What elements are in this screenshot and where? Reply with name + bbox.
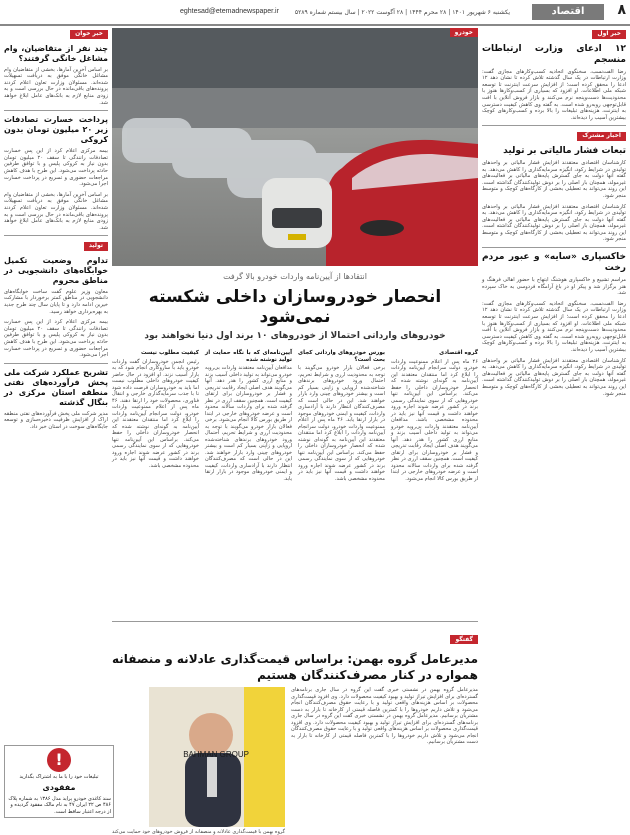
divider (482, 125, 626, 126)
portrait-block (112, 687, 285, 835)
story-body: کارشناسان اقتصادی معتقدند افزایش فشار مالیاتی بر واحدهای تولیدی در شرایط رکود، انگیزه سرمایه‌گذاری را کاهش می‌دهد. به گفته آنها دولت به جای گسترش پایه‌های مالیاتی بر فعالیت‌های غیرمولد، همچنان بار اصلی را بر دوش تولیدکنندگان گذاشته است. این روند می‌تواند به تعطیلی بخشی از کارگاه‌های کوچک و متوسط منجر شود. (482, 159, 626, 199)
lost-notice (4, 745, 114, 818)
main-column (112, 28, 479, 835)
lost-title: مفقودی (42, 782, 76, 792)
story-title: تبعات فشار مالیاتی بر تولید (503, 145, 626, 156)
parked-cars-image (112, 28, 478, 266)
dateline: یکشنبه ۶ شهریور ۱۴۰۱ | ۲۸ محرم ۱۴۴۴ | ۲۸ آگوست ۲۰۲۲ | سال بیستم شماره ۵۲۸۹ (294, 9, 510, 16)
story-body: بر اساس آخرین آمارها، بخشی از متقاضیان وام مشاغل خانگی موفق به دریافت تسهیلات شده‌اند. مسئولان وزارت تعاون اعلام کردند پرونده‌های باقی‌مانده در حال بررسی است و به زودی منابع لازم به بانک‌های عامل ابلاغ خواهد شد. (4, 191, 108, 231)
divider (4, 235, 108, 236)
main-headline: انحصار خودروسازان داخلی شکسته نمی‌شود (148, 287, 442, 327)
story-body: معاون وزیر علوم گفت ساخت خوابگاه‌های دانشجویی در مناطق کمتر برخوردار با مشارکت خیرین ادامه دارد و تا پایان سال چند طرح جدید به بهره‌برداری خواهد رسید. (4, 288, 108, 315)
lost-text: سند کاغذی خودرو پراید مدل ۱۳۸۶ به شماره پلاک ۴۸۶ ص ۲۲ ایران ۴۷ به نام مالک مفقود گردیده و از درجه اعتبار ساقط است. (8, 795, 111, 815)
interview-headline: مدیرعامل گروه بهمن: براساس قیمت‌گذاری عادلانه و منصفانه همواره در کنار مصرف‌کنندگان هستیم (112, 652, 478, 682)
website-link[interactable]: eghtesad@etemadnewspaper.ir (180, 8, 279, 15)
col-subhead: آیین‌نامه‌ای که با نگاه حمایت از تولید نوشته شده (205, 350, 292, 363)
divider (482, 247, 626, 248)
interview-kicker: گفتگو (450, 635, 478, 644)
col-text: برخی فعالان بازار خودرو می‌گویند با توجه به محدودیت ارزی و شرایط تحریم، احتمال ورود خودروهای برندهای شناخته‌شده اروپایی و ژاپنی بسیار کم است و بیشتر خودروهای چینی وارد بازار خواهند شد. این در حالی است که مصرف‌کنندگان انتظار دارند با آزادسازی واردات، کیفیت و ایمنی خودروهای موجود در بازار ارتقا یابد. (298, 365, 385, 423)
col-text: برخی فعالان بازار خودرو می‌گویند با توجه به محدودیت ارزی و شرایط تحریم، احتمال ورود خودروهای برندهای شناخته‌شده اروپایی و ژاپنی بسیار کم است و بیشتر خودروهای چینی وارد بازار خواهند شد. این در حالی است که مصرف‌کنندگان انتظار دارند با آزادسازی واردات، کیفیت و ایمنی خودروهای موجود در بازار ارتقا یابد. (205, 417, 292, 482)
story-body: رضا الفت‌نسب، سخنگوی اتحادیه کسب‌وکارهای مجازی گفت: وزارت ارتباطات در یک سال گذشته تلاش کرده تا نشان دهد ۱۲ ادعا را محقق کرده است؛ از افزایش سرعت اینترنت تا توسعه شبکه ملی اطلاعات. او افزود که بسیاری از کسب‌وکارها هنوز با محدودیت‌ها دست‌وپنجه نرم می‌کنند و بازار فروش آنلاین با افت قابل‌توجهی روبه‌رو شده است. به گفته وی کاهش کیفیت دسترسی به اینترنت، هزینه‌های تبلیغات را بالا برده و کسب‌وکارهای کوچک بیشترین آسیب را دیده‌اند. (482, 300, 626, 353)
story-body: بیمه مرکزی اعلام کرد از این پس خسارت تصادفات رانندگی تا سقف ۲۰ میلیون تومان بدون نیاز به کروکی پلیس و با توافق طرفین حادثه پرداخت می‌شود. این طرح با هدف کاهش مراجعات حضوری و تسریع در پرداخت خسارت اجرا می‌شود. (4, 148, 108, 188)
story-body: کارشناسان اقتصادی معتقدند افزایش فشار مالیاتی بر واحدهای تولیدی در شرایط رکود، انگیزه سرمایه‌گذاری را کاهش می‌دهد. به گفته آنها دولت به جای گسترش پایه‌های مالیاتی بر فعالیت‌های غیرمولد، همچنان بار اصلی را بر دوش تولیدکنندگان گذاشته است. این روند می‌تواند به تعطیلی بخشی از کارگاه‌های کوچک و متوسط منجر شود. (482, 203, 626, 243)
story-title: خاکسپاری «سایه» و عبور مردم رخت (482, 252, 626, 274)
photo-kicker: خودرو (450, 28, 478, 37)
ceo-portrait-image (149, 687, 285, 827)
story-body: بر اساس آخرین آمارها، بخشی از متقاضیان وام مشاغل خانگی موفق به دریافت تسهیلات شده‌اند. مسئولان وزارت تعاون اعلام کردند پرونده‌های باقی‌مانده در حال بررسی است و به زودی منابع لازم به بانک‌های عامل ابلاغ خواهد شد. (4, 66, 108, 106)
lead-line: خودروهای وارداتی احتمالا از خودروهای ۱۰ برند اول دنیا نخواهند بود (144, 331, 446, 341)
col-text: مدافعان آیین‌نامه معتقدند واردات بی‌رویه خودرو می‌تواند به تولید داخلی آسیب بزند و منابع ارزی کشور را هدر دهد. آنها می‌گویند هدف اصلی ایجاد رقابت تدریجی و فشار بر خودروسازان برای ارتقای کیفیت است. همچنین سقف ارزی در نظر گرفته شده برای واردات سالانه محدود است و عرضه خودروهای خارجی در ابتدا از طریق بورس کالا انجام می‌شود. (391, 417, 478, 482)
masthead-bar (0, 0, 630, 26)
kicker-right-2: اخبار مشترک (577, 132, 626, 141)
story-title: چند نفر از متقاضیان، وام مشاغل خانگی گرفتند؟ (4, 43, 108, 63)
story-title: تشریح عملکرد شرکت ملی پخش فرآورده‌های نفتی منطقه استان مرکزی در بنگال گذشته (4, 367, 108, 407)
divider (112, 621, 478, 622)
right-column (482, 28, 626, 818)
col-subhead: گروه اقتصادی (439, 350, 478, 356)
portrait-photo (149, 687, 285, 827)
col-text: رئیس انجمن خودروسازان گفت واردات خودرو باید با سازوکاری انجام شود که به بازار آسیب نزند. او افزود در حال حاضر کیفیت خودروهای داخلی مطلوب نیست اما باید به خودروسازان فرصت داده شود تا با جذب سرمایه‌گذاری خارجی و انتقال فناوری، محصولات خود را ارتقا دهند. (112, 358, 199, 404)
story-title: ۱۲ ادعای وزارت ارتباطات منسجم (482, 43, 626, 65)
col-text: ۴۶ ماه پس از اعلام ممنوعیت واردات خودرو، دولت سرانجام آیین‌نامه واردات را ابلاغ کرد اما منتقدان معتقدند این آیین‌نامه به گونه‌ای نوشته شده که انحصار خودروسازان داخلی را حفظ می‌کند. براساس این آیین‌نامه تنها خودروهایی که از سوی نمایندگی رسمی برند در کشور عرضه شوند اجازه ورود خواهند داشت و قیمت آنها نیز باید در محدوده مشخصی باشد. (391, 358, 478, 423)
portrait-caption: گروه بهمن با قیمت‌گذاری عادلانه و منصفانه از فروش خودروهای خود حمایت می‌کند (112, 829, 286, 835)
col-text: مدافعان آیین‌نامه معتقدند واردات بی‌رویه خودرو می‌تواند به تولید داخلی آسیب بزند و منابع ارزی کشور را هدر دهد. آنها می‌گویند هدف اصلی ایجاد رقابت تدریجی و فشار بر خودروسازان برای ارتقای کیفیت است. همچنین سقف ارزی در نظر گرفته شده برای واردات سالانه محدود است و عرضه خودروهای خارجی در ابتدا از طریق بورس کالا انجام می‌شود. (205, 365, 292, 423)
divider (4, 110, 108, 111)
article-columns (112, 347, 478, 617)
kicker-left-1: خبر خوان (70, 30, 108, 39)
story-title: پرداخت خسارت تصادفات زیر ۲۰ میلیون تومان بدون کروکی (4, 115, 108, 145)
sub-headline: انتقادها از آیین‌نامه واردات خودرو بالا گرفت (223, 272, 367, 281)
portrait-logo-text: BAHMAN GROUP (183, 750, 250, 759)
col-text: ۴۶ ماه پس از اعلام ممنوعیت واردات خودرو، دولت سرانجام آیین‌نامه واردات را ابلاغ کرد اما منتقدان معتقدند این آیین‌نامه به گونه‌ای نوشته شده که انحصار خودروسازان داخلی را حفظ می‌کند. براساس این آیین‌نامه تنها خودروهایی که از سوی نمایندگی رسمی برند در کشور عرضه شوند اجازه ورود خواهند داشت و قیمت آنها نیز باید در محدوده مشخصی باشد. (298, 417, 385, 482)
article-col-4 (112, 347, 199, 617)
story-body: رضا الفت‌نسب، سخنگوی اتحادیه کسب‌وکارهای مجازی گفت: وزارت ارتباطات در یک سال گذشته تلاش کرده تا نشان دهد ۱۲ ادعا را محقق کرده است؛ از افزایش سرعت اینترنت تا توسعه شبکه ملی اطلاعات. او افزود که بسیاری از کسب‌وکارها هنوز با محدودیت‌ها دست‌وپنجه نرم می‌کنند و بازار فروش آنلاین با افت قابل‌توجهی روبه‌رو شده است. به گفته وی کاهش کیفیت دسترسی به اینترنت، هزینه‌های تبلیغات را بالا برده و کسب‌وکارهای کوچک بیشترین آسیب را دیده‌اند. (482, 68, 626, 121)
interview-body: مدیرعامل گروه بهمن در نشستی خبری گفت این گروه در سال جاری برنامه‌های گسترده‌ای برای افزایش تیراژ تولید و بهبود کیفیت محصولات دارد. وی افزود قیمت‌گذاری محصولات بر اساس هزینه‌های واقعی تولید و با رعایت حقوق مصرف‌کنندگان انجام می‌شود و تلاش داریم خودروها را با کمترین فاصله قیمتی از کارخانه تا بازار به دست مشتریان برسانیم. (291, 713, 478, 745)
story-title: تداوم وضعیت تکمیل خوابگاه‌های دانشجویی در مناطق محروم (4, 255, 108, 285)
interview-block (112, 687, 478, 835)
col-subhead: کیفیت مطلوب نیست (141, 350, 199, 356)
section-label: اقتصاد (532, 4, 604, 20)
article-col-3 (205, 347, 292, 617)
col-subhead: بورس خودروهای وارداتی کجای بحث است؟ (298, 350, 385, 363)
cars-photo (112, 28, 478, 266)
exclamation-icon: ! (47, 748, 71, 772)
left-column (4, 28, 108, 818)
story-body: مراسم تشییع و خاکسپاری هوشنگ ابتهاج با حضور اهالی فرهنگ و هنر برگزار شد و پیکر او در باغ آرامگاه فردوسی به خاک سپرده شد. (482, 277, 626, 297)
interview-text (291, 687, 478, 835)
kicker-left-2: تولید (84, 242, 108, 251)
article-col-1 (391, 347, 478, 617)
story-body: بیمه مرکزی اعلام کرد از این پس خسارت تصادفات رانندگی تا سقف ۲۰ میلیون تومان بدون نیاز به کروکی پلیس و با توافق طرفین حادثه پرداخت می‌شود. این طرح با هدف کاهش مراجعات حضوری و تسریع در پرداخت خسارت اجرا می‌شود. (4, 319, 108, 359)
page-number: ۸ (617, 2, 626, 18)
story-body: کارشناسان اقتصادی معتقدند افزایش فشار مالیاتی بر واحدهای تولیدی در شرایط رکود، انگیزه سرمایه‌گذاری را کاهش می‌دهد. به گفته آنها دولت به جای گسترش پایه‌های مالیاتی بر فعالیت‌های غیرمولد، همچنان بار اصلی را بر دوش تولیدکنندگان گذاشته است. این روند می‌تواند به تعطیلی بخشی از کارگاه‌های کوچک و متوسط منجر شود. (482, 357, 626, 397)
interview-body: مدیرعامل گروه بهمن در نشستی خبری گفت این گروه در سال جاری برنامه‌های گسترده‌ای برای افزایش تیراژ تولید و بهبود کیفیت محصولات دارد. وی افزود قیمت‌گذاری محصولات بر اساس هزینه‌های واقعی تولید و با رعایت حقوق مصرف‌کنندگان انجام می‌شود و تلاش داریم خودروها را با کمترین فاصله قیمتی از کارخانه تا بازار به دست مشتریان برسانیم. (291, 687, 479, 719)
kicker-right-1: خبر اول (592, 30, 626, 39)
story-body: مدیر شرکت ملی پخش فرآورده‌های نفتی منطقه اراک از افزایش ظرفیت ذخیره‌سازی و توسعه جایگاه‌های سوخت در استان خبر داد. (4, 410, 108, 430)
ad-text: تبلیغات خود را با ما به اشتراک بگذارید (19, 774, 99, 781)
article-col-2 (298, 347, 385, 617)
divider (4, 363, 108, 364)
col-text: ۴۶ ماه پس از اعلام ممنوعیت واردات خودرو، دولت سرانجام آیین‌نامه واردات را ابلاغ کرد اما منتقدان معتقدند این آیین‌نامه به گونه‌ای نوشته شده که انحصار خودروسازان داخلی را حفظ می‌کند. براساس این آیین‌نامه تنها خودروهایی که از سوی نمایندگی رسمی برند در کشور عرضه شوند اجازه ورود خواهند داشت و قیمت آنها نیز باید در محدوده مشخصی باشد. (112, 397, 199, 469)
